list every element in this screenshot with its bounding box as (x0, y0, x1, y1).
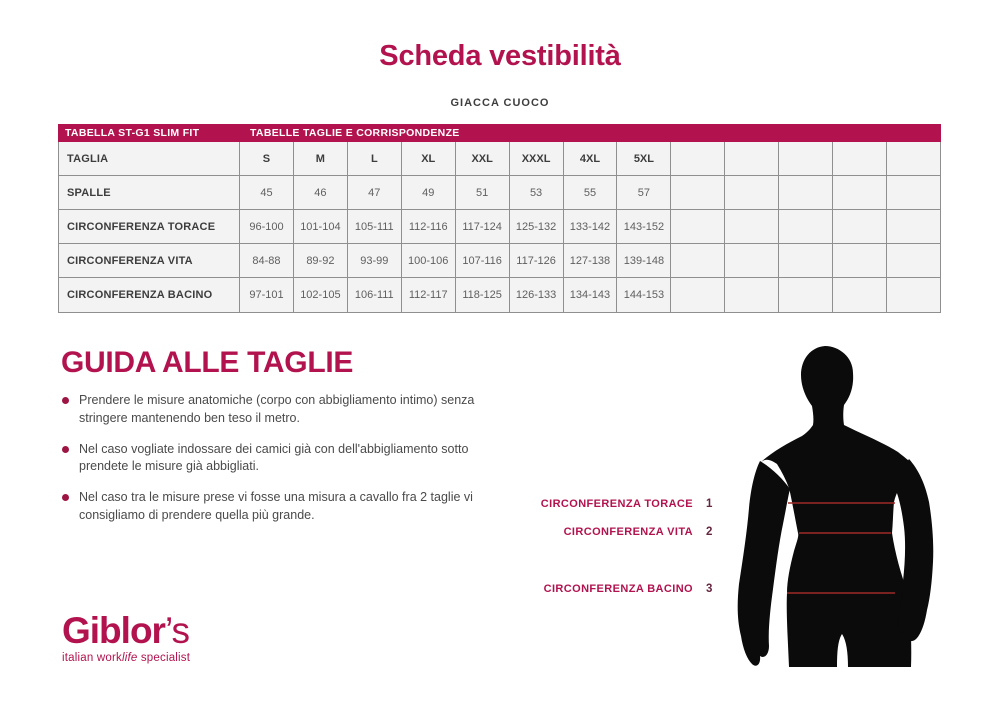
logo-tagline: italian worklife specialist (62, 652, 191, 664)
table-row (59, 244, 940, 278)
size-value-cell: 117-124 (455, 210, 509, 243)
size-value-cell (778, 278, 832, 312)
guide-bullet-text: Nel caso tra le misure prese vi fosse una misura a cavallo fra 2 taglie vi consigliamo di prendere quella più grande. (79, 490, 473, 522)
size-value-cell (886, 244, 940, 277)
size-value-cell: M (293, 142, 347, 175)
size-value-cell: 93-99 (347, 244, 401, 277)
size-value-cell: L (347, 142, 401, 175)
table-row (59, 176, 940, 210)
guide-bullet-item (62, 441, 482, 477)
size-value-cell: 47 (347, 176, 401, 209)
size-value-cell: 144-153 (616, 278, 670, 312)
bullet-dot-icon (62, 397, 69, 404)
measure-label-vita: CIRCONFERENZA VITA (563, 526, 693, 538)
row-label-cell: TAGLIA (59, 142, 239, 175)
giblors-logo (62, 612, 190, 664)
measure-number-bacino: 3 (706, 583, 713, 595)
size-value-cell: 112-117 (401, 278, 455, 312)
size-value-cell: XXL (455, 142, 509, 175)
size-value-cell (670, 244, 724, 277)
guide-list (62, 392, 482, 538)
table-name-label: TABELLA ST-G1 SLIM FIT (65, 127, 200, 139)
guide-bullet-text: Nel caso vogliate indossare dei camici già con dell'abbigliamento sotto prendete le misure già abbigliati. (79, 441, 469, 474)
guide-heading: GUIDA ALLE TAGLIE (61, 346, 354, 379)
size-value-cell (724, 176, 778, 209)
row-label-cell: CIRCONFERENZA BACINO (59, 278, 239, 312)
size-value-cell: 101-104 (293, 210, 347, 243)
size-value-cell: 53 (509, 176, 563, 209)
size-value-cell: 89-92 (293, 244, 347, 277)
page-title: Scheda vestibilità (379, 40, 621, 72)
measure-number-vita: 2 (706, 526, 713, 538)
size-value-cell (670, 278, 724, 312)
size-value-cell: XXXL (509, 142, 563, 175)
size-value-cell: 46 (293, 176, 347, 209)
size-value-cell: 97-101 (239, 278, 293, 312)
size-value-cell: 55 (563, 176, 617, 209)
size-value-cell (724, 210, 778, 243)
size-value-cell: 106-111 (347, 278, 401, 312)
table-caption-label: TABELLE TAGLIE E CORRISPONDENZE (250, 127, 460, 139)
size-value-cell: 105-111 (347, 210, 401, 243)
size-value-cell: 134-143 (563, 278, 617, 312)
logo-wordmark: Giblor’s (62, 610, 190, 651)
size-value-cell (670, 142, 724, 175)
size-table-body (58, 142, 941, 313)
size-value-cell: 143-152 (616, 210, 670, 243)
size-table (58, 124, 941, 313)
table-row (59, 278, 940, 312)
size-value-cell (724, 142, 778, 175)
bullet-dot-icon (62, 446, 69, 453)
size-table-header-bar (58, 124, 941, 142)
size-value-cell (670, 176, 724, 209)
size-value-cell: 102-105 (293, 278, 347, 312)
guide-bullet-item (62, 392, 482, 428)
measure-label-bacino: CIRCONFERENZA BACINO (543, 583, 693, 595)
size-value-cell: 49 (401, 176, 455, 209)
size-value-cell (778, 142, 832, 175)
size-value-cell (832, 142, 886, 175)
product-name: GIACCA CUOCO (450, 97, 550, 109)
size-value-cell: 139-148 (616, 244, 670, 277)
size-value-cell (724, 244, 778, 277)
size-value-cell (832, 244, 886, 277)
size-value-cell: 133-142 (563, 210, 617, 243)
row-label-cell: CIRCONFERENZA VITA (59, 244, 239, 277)
size-value-cell: 107-116 (455, 244, 509, 277)
size-value-cell: 4XL (563, 142, 617, 175)
size-value-cell (886, 176, 940, 209)
table-row (59, 210, 940, 244)
size-value-cell: 51 (455, 176, 509, 209)
row-label-cell: CIRCONFERENZA TORACE (59, 210, 239, 243)
size-value-cell (670, 210, 724, 243)
size-value-cell: 125-132 (509, 210, 563, 243)
size-value-cell: 112-116 (401, 210, 455, 243)
size-value-cell (886, 210, 940, 243)
size-value-cell (832, 176, 886, 209)
bullet-dot-icon (62, 494, 69, 501)
size-value-cell: 127-138 (563, 244, 617, 277)
size-value-cell: 100-106 (401, 244, 455, 277)
size-value-cell (832, 210, 886, 243)
size-value-cell (778, 244, 832, 277)
size-value-cell: 45 (239, 176, 293, 209)
guide-bullet-text: Prendere le misure anatomiche (corpo con abbigliamento intimo) senza stringere mantenendo ben teso il metro. (79, 393, 475, 425)
male-silhouette-icon (722, 340, 992, 670)
size-value-cell (886, 278, 940, 312)
size-value-cell: 84-88 (239, 244, 293, 277)
size-value-cell (886, 142, 940, 175)
row-label-cell: SPALLE (59, 176, 239, 209)
table-row (59, 142, 940, 176)
size-value-cell: 5XL (616, 142, 670, 175)
size-value-cell: 118-125 (455, 278, 509, 312)
size-value-cell (724, 278, 778, 312)
measure-number-torace: 1 (706, 498, 713, 510)
measure-label-torace: CIRCONFERENZA TORACE (540, 498, 693, 510)
size-value-cell (778, 210, 832, 243)
size-value-cell (832, 278, 886, 312)
size-value-cell: XL (401, 142, 455, 175)
size-value-cell: 96-100 (239, 210, 293, 243)
size-value-cell: 126-133 (509, 278, 563, 312)
size-value-cell: S (239, 142, 293, 175)
guide-bullet-item (62, 489, 482, 525)
size-value-cell: 57 (616, 176, 670, 209)
size-value-cell (778, 176, 832, 209)
size-value-cell: 117-126 (509, 244, 563, 277)
